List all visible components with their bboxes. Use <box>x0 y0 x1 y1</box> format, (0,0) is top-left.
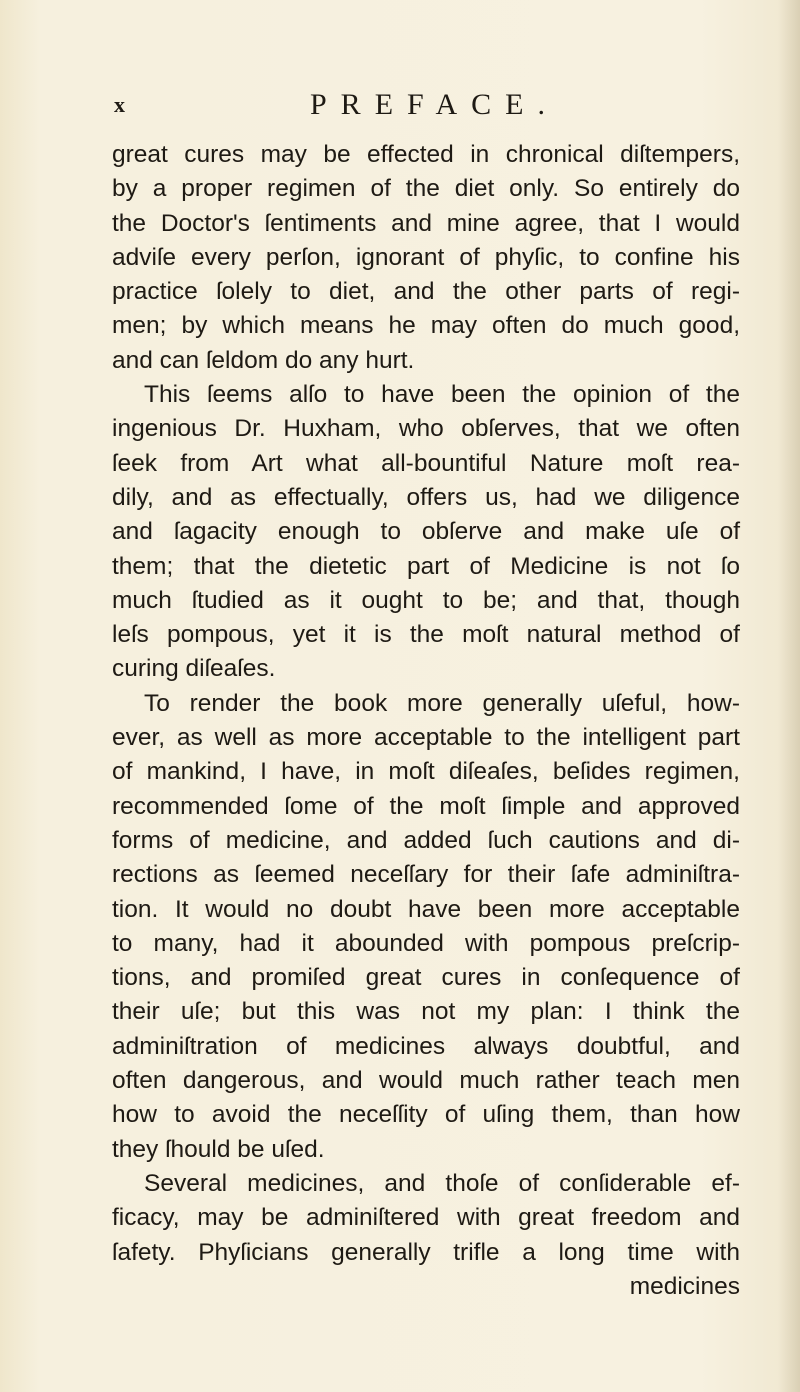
text-line: tions, and promiſed great cures in conſequence of <box>112 964 740 992</box>
text-line: forms of medicine, and added ſuch cautions and di- <box>112 826 740 854</box>
text-line: dily, and as effectually, offers us, had we diligence <box>112 483 740 511</box>
text-line: leſs pompous, yet it is the moſt natural method of <box>112 621 740 649</box>
text-line: rections as ſeemed neceſſary for their ſafe adminiſtra- <box>112 861 740 889</box>
text-line: This ſeems alſo to have been the opinion of the <box>144 381 740 409</box>
text-line: To render the book more generally uſeful, how- <box>144 689 740 717</box>
text-line: adminiſtration of medicines always doubtful, and <box>112 1032 740 1060</box>
text-line: curing diſeaſes. <box>112 655 276 683</box>
text-line: to many, had it abounded with pompous preſcrip- <box>112 929 740 957</box>
text-line: adviſe every perſon, ignorant of phyſic, to confine his <box>112 243 740 271</box>
text-line: by a proper regimen of the diet only. So entirely do <box>112 175 740 203</box>
text-line: men; by which means he may often do much good, <box>112 312 740 340</box>
preface-text <box>112 138 740 1304</box>
text-line: them; that the dietetic part of Medicine is not ſo <box>112 552 740 580</box>
text-line: great cures may be effected in chronical diſtempers, <box>112 141 740 168</box>
text-line: and can ſeldom do any hurt. <box>112 346 415 374</box>
text-line: their uſe; but this was not my plan: I think the <box>112 998 740 1026</box>
text-line: much ſtudied as it ought to be; and that, though <box>112 586 740 614</box>
running-head: PREFACE. <box>310 88 559 121</box>
text-line: Several medicines, and thoſe of conſiderable ef- <box>144 1169 740 1197</box>
text-line: ſeek from Art what all-bountiful Nature moſt rea- <box>112 449 740 477</box>
text-line: medicines <box>629 1272 740 1300</box>
page-number: x <box>114 92 125 117</box>
text-line: how to avoid the neceſſity of uſing them, than how <box>112 1101 740 1129</box>
text-line: practice ſolely to diet, and the other parts of regi- <box>112 278 740 306</box>
text-line: ſafety. Phyſicians generally trifle a long time with <box>112 1238 740 1266</box>
text-line: tion. It would no doubt have been more acceptable <box>112 895 740 923</box>
text-line: of mankind, I have, in moſt diſeaſes, beſides regimen, <box>112 758 740 786</box>
page-header <box>110 88 730 128</box>
text-line: recommended ſome of the moſt ſimple and approved <box>112 792 740 820</box>
text-line: they ſhould be uſed. <box>112 1135 325 1163</box>
text-line: ingenious Dr. Huxham, who obſerves, that we often <box>112 415 740 443</box>
text-line: the Doctor's ſentiments and mine agree, that I would <box>112 209 740 237</box>
text-line: often dangerous, and would much rather teach men <box>112 1067 740 1095</box>
page-edge-shadow <box>778 0 800 1392</box>
text-line: ficacy, may be adminiſtered with great freedom and <box>112 1204 740 1232</box>
text-line: ever, as well as more acceptable to the intelligent part <box>112 724 740 752</box>
text-line: and ſagacity enough to obſerve and make uſe of <box>112 518 740 546</box>
